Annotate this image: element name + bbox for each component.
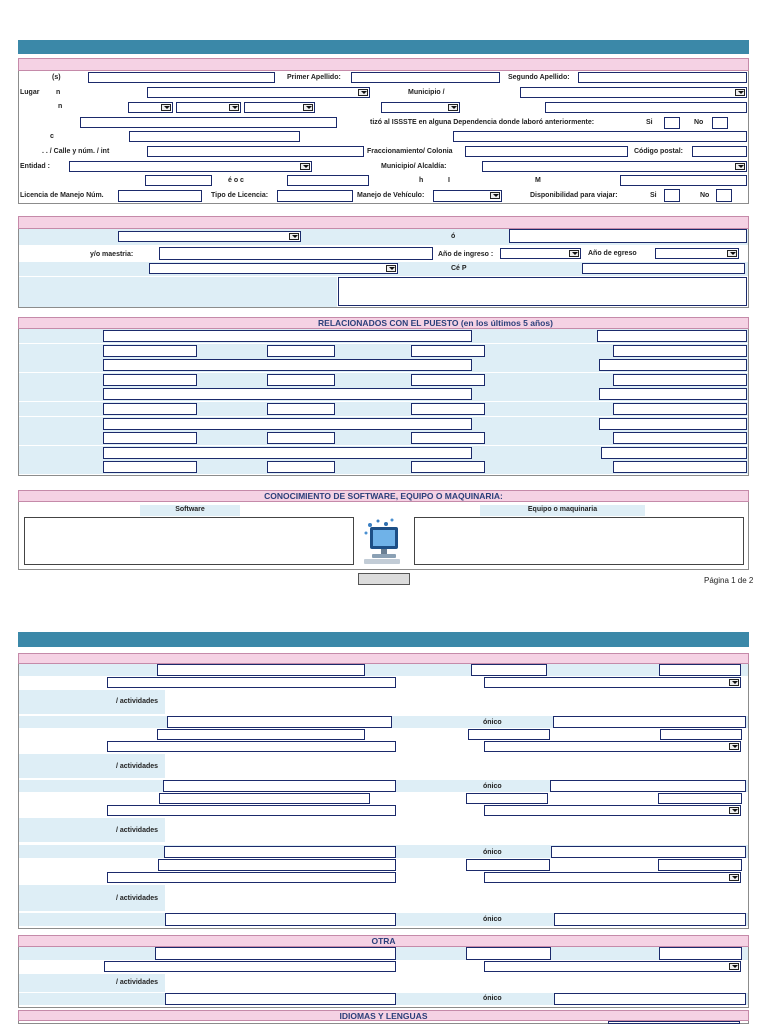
label-issste-si: Si xyxy=(646,119,653,126)
exp-telefono-field[interactable] xyxy=(554,913,746,926)
label-disp-si: Si xyxy=(650,192,657,199)
chevron-down-icon xyxy=(448,104,458,111)
institucion-field[interactable] xyxy=(509,229,747,243)
exp-jefe-field[interactable] xyxy=(165,913,396,926)
exp-domicilio-field[interactable] xyxy=(107,741,396,752)
course-duracion-field[interactable] xyxy=(267,345,335,357)
course-fecha-field[interactable] xyxy=(411,374,485,386)
course-documento-field[interactable] xyxy=(613,345,747,357)
anio-egreso-select[interactable] xyxy=(655,248,739,259)
exp-periodo-field[interactable] xyxy=(660,729,742,740)
exp-row-bg xyxy=(19,664,748,676)
maestria-field[interactable] xyxy=(159,247,433,260)
exp-puesto-field[interactable] xyxy=(468,729,550,740)
chevron-down-icon xyxy=(729,963,739,970)
equipo-textarea[interactable] xyxy=(414,517,744,565)
education-bg-row4 xyxy=(19,277,337,307)
label-tipo-licencia: Tipo de Licencia: xyxy=(211,192,269,199)
exp-puesto-field[interactable] xyxy=(466,793,548,804)
chevron-down-icon xyxy=(569,250,579,257)
course-extra-field[interactable] xyxy=(599,418,747,430)
label-actividades: / actividades xyxy=(116,895,159,902)
course-documento-field[interactable] xyxy=(613,374,747,386)
chevron-down-icon xyxy=(735,89,745,96)
chevron-down-icon xyxy=(289,233,299,240)
exp-domicilio-field[interactable] xyxy=(107,677,396,688)
anio-select[interactable] xyxy=(244,102,315,113)
education-notes-field[interactable] xyxy=(338,277,747,306)
label-o: ó xyxy=(451,233,456,240)
row5-right-field[interactable] xyxy=(453,131,747,142)
course-extra-field[interactable] xyxy=(601,447,747,459)
course-duracion-field[interactable] xyxy=(267,374,335,386)
label-otra-onico: ónico xyxy=(483,995,502,1002)
course-extra-field[interactable] xyxy=(597,330,747,342)
course-extra-field[interactable] xyxy=(599,388,747,400)
exp-puesto-field[interactable] xyxy=(466,859,550,871)
label-lugar: Lugar xyxy=(20,89,40,96)
tipo-licencia-field[interactable] xyxy=(277,190,353,202)
course-documento-field[interactable] xyxy=(613,403,747,415)
mes-select[interactable] xyxy=(176,102,241,113)
label-issste-no: No xyxy=(694,119,704,126)
course-name-field[interactable] xyxy=(103,388,472,400)
software-textarea[interactable] xyxy=(24,517,354,565)
personal-section-header xyxy=(18,58,749,71)
row8-field-3[interactable] xyxy=(620,175,747,186)
exp-telefono-field[interactable] xyxy=(550,780,746,792)
label-equipo: Equipo o maquinaria xyxy=(480,505,645,516)
chevron-down-icon xyxy=(727,250,737,257)
label-maestria: y/o maestria: xyxy=(90,251,134,258)
otra-title: OTRA xyxy=(371,936,396,946)
row4-left-field[interactable] xyxy=(80,117,337,128)
course-institucion-field[interactable] xyxy=(103,461,197,473)
course-name-field[interactable] xyxy=(103,359,472,371)
anio-ingreso-select[interactable] xyxy=(500,248,581,259)
chevron-down-icon xyxy=(229,104,239,111)
issste-no-checkbox[interactable] xyxy=(712,117,728,129)
exp-telefono-field[interactable] xyxy=(553,716,746,728)
label-m: M xyxy=(535,177,541,184)
chevron-down-icon xyxy=(386,265,396,272)
label-lugar-n: n xyxy=(56,89,61,96)
experience-section-header xyxy=(18,653,749,664)
course-fecha-field[interactable] xyxy=(411,461,485,473)
exp-empresa-field[interactable] xyxy=(158,859,396,871)
page1-header-bar xyxy=(18,40,749,54)
courses-section-header xyxy=(18,317,749,329)
idiomas-section-header xyxy=(18,1010,749,1021)
label-cep: Cé P xyxy=(451,265,467,272)
label-municipio: Municipio / xyxy=(408,89,445,96)
label-entidad: Entidad : xyxy=(20,163,50,170)
label-software: Software xyxy=(140,505,240,516)
chevron-down-icon xyxy=(358,89,368,96)
codigo-postal-field[interactable] xyxy=(692,146,747,157)
exp-telefono-field[interactable] xyxy=(551,846,746,858)
label-onico: ónico xyxy=(483,719,502,726)
otra-domicilio-field[interactable] xyxy=(104,961,396,972)
municipio-select[interactable] xyxy=(520,87,747,98)
course-duracion-field[interactable] xyxy=(267,403,335,415)
label-nombre: (s) xyxy=(52,74,61,81)
cedula-field[interactable] xyxy=(582,263,745,274)
exp-periodo-field[interactable] xyxy=(659,664,741,676)
course-name-field[interactable] xyxy=(103,330,472,342)
lugar-nacimiento-select[interactable] xyxy=(147,87,370,98)
exp-motivo-select[interactable] xyxy=(484,805,741,816)
label-primer-apellido: Primer Apellido: xyxy=(287,74,341,81)
exp-periodo-field[interactable] xyxy=(658,793,742,804)
course-documento-field[interactable] xyxy=(613,461,747,473)
chevron-down-icon xyxy=(303,104,313,111)
exp-jefe-field[interactable] xyxy=(164,846,396,858)
chevron-down-icon xyxy=(729,874,739,881)
course-documento-field[interactable] xyxy=(613,432,747,444)
page2-header-bar xyxy=(18,632,749,647)
label-disponibilidad: Disponibilidad para viajar: xyxy=(530,192,618,199)
otra-jefe-field[interactable] xyxy=(165,993,396,1005)
label-onico: ónico xyxy=(483,916,502,923)
course-institucion-field[interactable] xyxy=(103,403,197,415)
page-number: Página 1 de 2 xyxy=(704,576,754,585)
course-duracion-field[interactable] xyxy=(267,461,335,473)
otra-puesto-field[interactable] xyxy=(466,947,551,960)
label-segundo-apellido: Segundo Apellido: xyxy=(508,74,570,81)
chevron-down-icon xyxy=(729,679,739,686)
dia-select[interactable] xyxy=(128,102,173,113)
row8-field-1[interactable] xyxy=(145,175,212,186)
course-institucion-field[interactable] xyxy=(103,374,197,386)
otra-motivo-select[interactable] xyxy=(484,961,741,972)
label-licencia: Licencia de Manejo Núm. xyxy=(20,192,104,199)
issste-si-checkbox[interactable] xyxy=(664,117,680,129)
label-disp-no: No xyxy=(700,192,710,199)
course-fecha-field[interactable] xyxy=(411,432,485,444)
exp-jefe-field[interactable] xyxy=(167,716,392,728)
disponibilidad-no-checkbox[interactable] xyxy=(716,189,732,202)
entidad-select[interactable] xyxy=(69,161,312,172)
municipio-alcaldia-select[interactable] xyxy=(482,161,747,172)
label-c: c xyxy=(50,133,54,140)
course-name-field[interactable] xyxy=(103,447,472,459)
course-fecha-field[interactable] xyxy=(411,403,485,415)
computer-icon xyxy=(356,515,408,567)
label-eoc: é o c xyxy=(228,177,244,184)
label-issste: tizó al ISSSTE en alguna Dependencia donde laboró anteriormente: xyxy=(370,119,595,126)
label-calle: . . / Calle y núm. / int xyxy=(42,148,110,155)
colonia-field[interactable] xyxy=(465,146,628,157)
label-anio-ingreso: Año de ingreso : xyxy=(438,251,494,258)
label-actividades: / actividades xyxy=(116,763,159,770)
exp-periodo-field[interactable] xyxy=(658,859,742,871)
row3-right-field[interactable] xyxy=(545,102,747,113)
exp-domicilio-field[interactable] xyxy=(107,872,396,883)
exp-jefe-field[interactable] xyxy=(163,780,396,792)
label-onico: ónico xyxy=(483,783,502,790)
manejo-vehiculo-select[interactable] xyxy=(433,190,502,202)
chevron-down-icon xyxy=(300,163,310,170)
exp-empresa-field[interactable] xyxy=(157,664,365,676)
chevron-down-icon xyxy=(161,104,171,111)
page1-action-button[interactable] xyxy=(358,573,410,585)
chevron-down-icon xyxy=(729,807,739,814)
course-duracion-field[interactable] xyxy=(267,432,335,444)
chevron-down-icon xyxy=(729,743,739,750)
label-i: I xyxy=(448,177,450,184)
label-h: h xyxy=(419,177,424,184)
course-institucion-field[interactable] xyxy=(103,345,197,357)
primer-apellido-field[interactable] xyxy=(351,72,500,83)
row5-field[interactable] xyxy=(129,131,300,142)
education-section-header xyxy=(18,216,749,229)
label-actividades: / actividades xyxy=(116,698,159,705)
otra-periodo-field[interactable] xyxy=(659,947,742,960)
exp-puesto-field[interactable] xyxy=(471,664,547,676)
idiomas-title: IDIOMAS Y LENGUAS xyxy=(339,1011,428,1021)
escolaridad-select[interactable] xyxy=(118,231,301,242)
nombre-field[interactable] xyxy=(88,72,275,83)
courses-title: RELACIONADOS CON EL PUESTO (en los últimos 5 años) xyxy=(318,318,553,328)
licencia-field[interactable] xyxy=(118,190,202,202)
exp-motivo-select[interactable] xyxy=(484,677,741,688)
course-name-field[interactable] xyxy=(103,418,472,430)
exp-motivo-select[interactable] xyxy=(484,872,741,883)
exp-domicilio-field[interactable] xyxy=(107,805,396,816)
exp-empresa-field[interactable] xyxy=(157,729,365,740)
label-fraccionamiento: Fraccionamiento/ Colonia xyxy=(367,148,453,155)
label-manejo-vehiculo: Manejo de Vehículo: xyxy=(357,192,425,199)
course-extra-field[interactable] xyxy=(599,359,747,371)
otra-empresa-field[interactable] xyxy=(155,947,396,960)
software-title: CONOCIMIENTO DE SOFTWARE, EQUIPO O MAQUINARIA: xyxy=(264,491,503,501)
label-codigo-postal: Código postal: xyxy=(634,148,683,155)
label-municipio-alcaldia: Municipio/ Alcaldía: xyxy=(381,163,447,170)
segundo-apellido-field[interactable] xyxy=(578,72,747,83)
label-otra-actividades: / actividades xyxy=(116,979,159,986)
label-anio-egreso: Año de egreso xyxy=(588,250,637,257)
estado-civil-select[interactable] xyxy=(381,102,460,113)
label-row3-n: n xyxy=(58,103,63,110)
course-fecha-field[interactable] xyxy=(411,345,485,357)
courses-grid xyxy=(19,329,748,475)
course-institucion-field[interactable] xyxy=(103,432,197,444)
label-actividades: / actividades xyxy=(116,827,159,834)
label-onico: ónico xyxy=(483,849,502,856)
otra-telefono-field[interactable] xyxy=(554,993,746,1005)
exp-motivo-select[interactable] xyxy=(484,741,741,752)
chevron-down-icon xyxy=(735,163,745,170)
software-section-header xyxy=(18,490,749,502)
documento-select[interactable] xyxy=(149,263,398,274)
chevron-down-icon xyxy=(490,192,500,199)
exp-empresa-field[interactable] xyxy=(159,793,370,804)
disponibilidad-si-checkbox[interactable] xyxy=(664,189,680,202)
row8-field-2[interactable] xyxy=(287,175,369,186)
otra-section-header xyxy=(18,935,749,947)
calle-field[interactable] xyxy=(147,146,364,157)
